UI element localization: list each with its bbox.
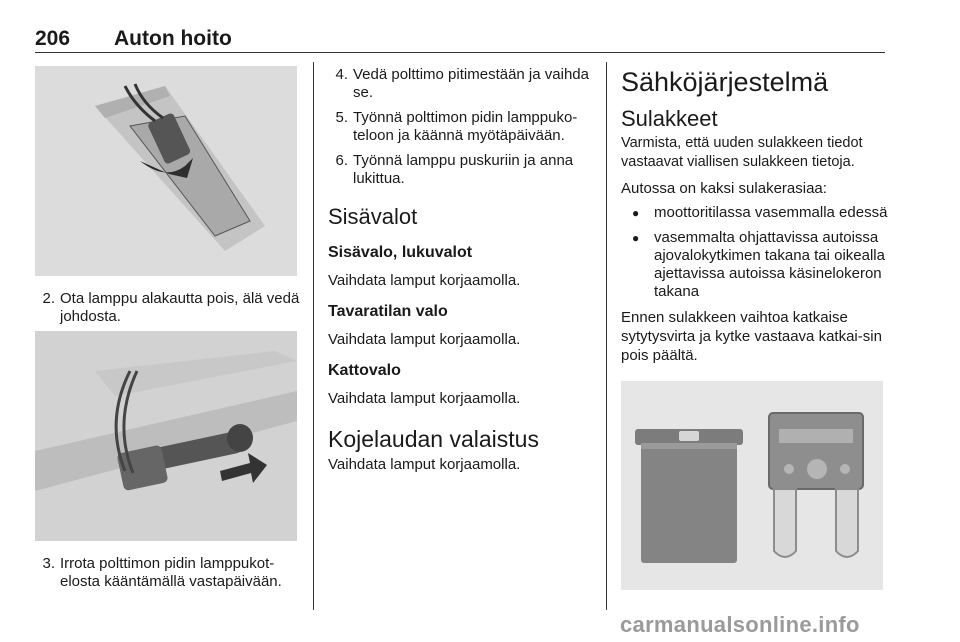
- chapter-title: Auton hoito: [114, 27, 232, 50]
- step-item: 3. Irrota polttimon pidin lamppukot-elosta kääntämällä vastapäivään.: [42, 555, 282, 590]
- section-title-fuses: Sulakkeet: [621, 106, 718, 131]
- subsection-title-ceiling-light: Kattovalo: [328, 362, 401, 379]
- step-list-4-6: [328, 66, 600, 188]
- figure-lamp-removal: [35, 66, 297, 276]
- column-divider-1: [313, 62, 314, 610]
- step-item: 5. Työnnä polttimon pidin lamppuko-teloon ja käännä myötäpäivään.: [335, 109, 578, 144]
- column-2: [328, 66, 600, 474]
- column-3: [621, 66, 889, 365]
- section-title-dashboard-lighting: Kojelaudan valaistus: [328, 426, 539, 452]
- paragraph: Vaihdata lamput korjaamolla.: [328, 456, 521, 473]
- step-item: 6. Työnnä lamppu puskuriin ja anna lukittua.: [335, 152, 574, 187]
- column-divider-2: [606, 62, 607, 610]
- paragraph: Vaihdata lamput korjaamolla.: [328, 390, 521, 407]
- list-item: ● moottoritilassa vasemmalla edessä: [621, 204, 889, 222]
- paragraph: Ennen sulakkeen vaihtoa katkaise sytytysvirta ja kytke vastaava katkai-sin pois päältä.: [621, 309, 882, 364]
- paragraph: Vaihdata lamput korjaamolla.: [328, 272, 521, 289]
- paragraph: Vaihdata lamput korjaamolla.: [328, 331, 521, 348]
- fuse-box-list: [621, 204, 889, 301]
- watermark: carmanualsonline.info: [620, 612, 860, 637]
- figure-fuses: [621, 381, 883, 590]
- step-item: 4. Vedä polttimo pitimestään ja vaihda se.: [335, 66, 589, 101]
- chapter-heading-electrical: Sähköjärjestelmä: [621, 67, 829, 97]
- step-list-2: [35, 290, 305, 333]
- subsection-title-reading-lights: Sisävalo, lukuvalot: [328, 244, 473, 261]
- figure-bulb-holder: [35, 331, 297, 541]
- section-title-interior-lights: Sisävalot: [328, 204, 418, 229]
- step-list-3: [35, 555, 310, 598]
- step-item: 2. Ota lamppu alakautta pois, älä vedä johdosta.: [42, 290, 300, 325]
- list-item: ● vasemmalta ohjattavissa autoissa ajovalokytkimen takana tai oikealla ajettavissa autoissa käsinelokeron takana: [621, 229, 889, 301]
- subsection-title-luggage-light: Tavaratilan valo: [328, 303, 448, 320]
- header-rule: [35, 52, 885, 53]
- page-number: 206: [35, 27, 71, 50]
- paragraph: Varmista, että uuden sulakkeen tiedot vastaavat viallisen sulakkeen tietoja.: [621, 135, 863, 170]
- paragraph: Autossa on kaksi sulakerasiaa:: [621, 180, 827, 197]
